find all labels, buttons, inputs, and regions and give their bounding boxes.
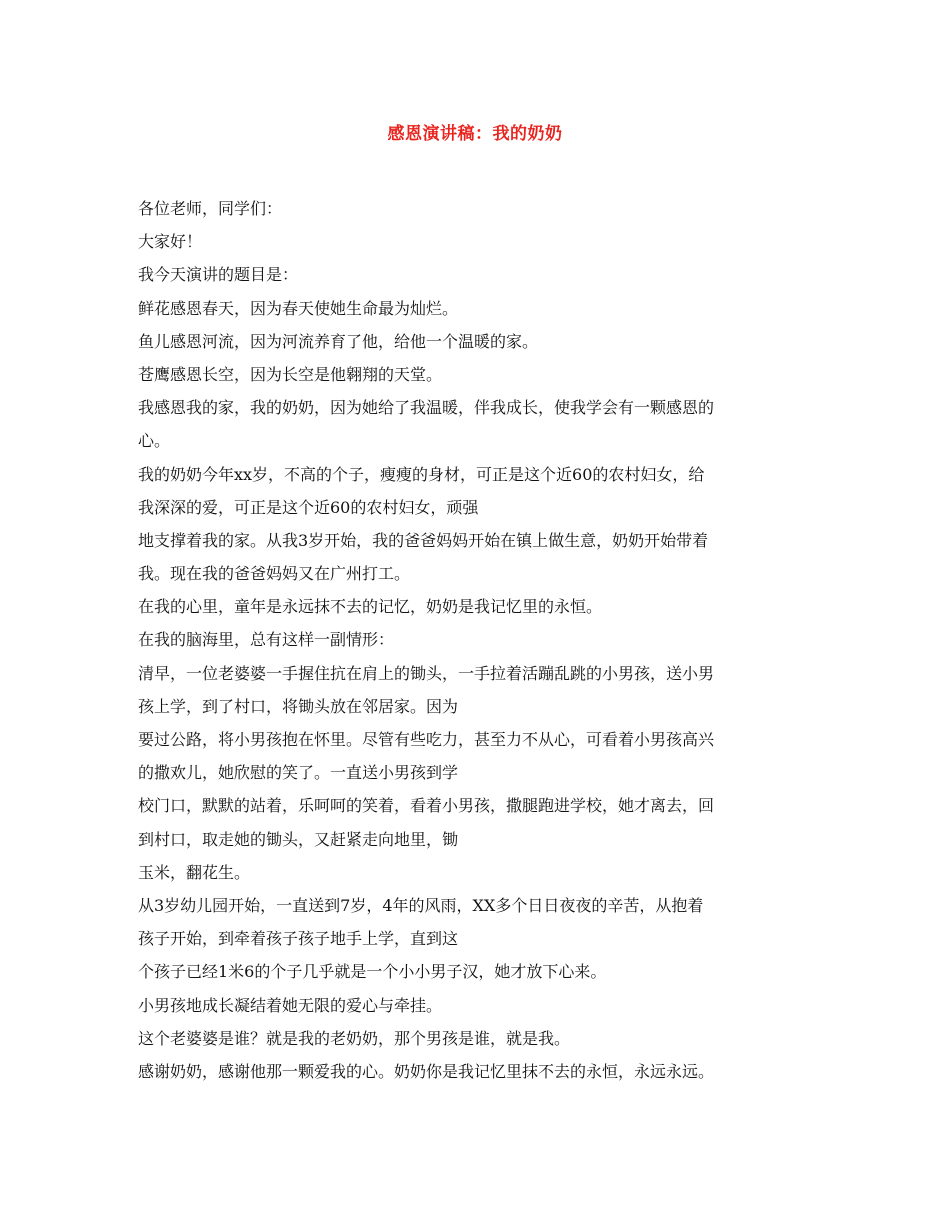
paragraph-line: 地支撑着我的家。从我3岁开始，我的爸爸妈妈开始在镇上做生意，奶奶开始带着 [138, 530, 709, 550]
paragraph-line: 个孩子已经1米6的个子几乎就是一个小小男子汉，她才放下心来。 [138, 962, 607, 982]
paragraph-line: 在我的心里，童年是永远抹不去的记忆，奶奶是我记忆里的永恒。 [138, 597, 603, 617]
paragraph-line: 清早，一位老婆婆一手握住抗在肩上的锄头，一手拉着活蹦乱跳的小男孩，送小男 [138, 663, 715, 683]
paragraph-line: 我今天演讲的题目是： [138, 265, 299, 285]
paragraph-line: 我。现在我的爸爸妈妈又在广州打工。 [138, 564, 411, 584]
paragraph-line: 在我的脑海里，总有这样一副情形： [138, 630, 395, 650]
paragraph-line: 我感恩我的家，我的奶奶，因为她给了我温暖，伴我成长，使我学会有一颗感恩的 [138, 398, 715, 418]
paragraph-line: 玉米，翻花生。 [138, 862, 251, 882]
paragraph-line: 我深深的爱，可正是这个近60的农村妇女，顽强 [138, 497, 479, 517]
paragraph-line: 这个老婆婆是谁？就是我的老奶奶，那个男孩是谁，就是我。 [138, 1028, 571, 1048]
paragraph-line: 苍鹰感恩长空，因为长空是他翱翔的天堂。 [138, 364, 443, 384]
paragraph-line: 校门口，默默的站着，乐呵呵的笑着，看着小男孩，撒腿跑进学校，她才离去，回 [138, 796, 715, 816]
paragraph-line: 各位老师，同学们： [138, 199, 283, 218]
paragraph-line: 的撒欢儿，她欣慰的笑了。一直送小男孩到学 [138, 763, 459, 783]
paragraph-line: 感谢奶奶，感谢他那一颗爱我的心。奶奶你是我记忆里抹不去的永恒，永远永远。 [138, 1061, 715, 1081]
paragraph-line: 到村口，取走她的锄头，又赶紧走向地里，锄 [138, 829, 459, 849]
paragraph-line: 我的奶奶今年xx岁，不高的个子，瘦瘦的身材，可正是这个近60的农村妇女，给 [138, 464, 705, 484]
paragraph-line: 孩子开始，到牵着孩子孩子地手上学，直到这 [138, 929, 459, 949]
document-body [138, 192, 818, 1088]
document-title: 感恩演讲稿：我的奶奶 [387, 124, 563, 144]
paragraph-line: 孩上学，到了村口，将锄头放在邻居家。因为 [138, 696, 459, 716]
paragraph-line: 小男孩地成长凝结着她无限的爱心与牵挂。 [138, 995, 443, 1015]
paragraph-line: 鲜花感恩春天，因为春天使她生命最为灿烂。 [138, 298, 459, 318]
paragraph-line: 鱼儿感恩河流，因为河流养育了他，给他一个温暖的家。 [138, 331, 539, 351]
paragraph-line: 从3岁幼儿园开始，一直送到7岁，4年的风雨，XX多个日日夜夜的辛苦，从抱着 [138, 895, 704, 915]
paragraph-line: 要过公路，将小男孩抱在怀里。尽管有些吃力，甚至力不从心，可看着小男孩高兴 [138, 730, 715, 749]
paragraph-line: 大家好！ [138, 232, 203, 252]
paragraph-line: 心。 [138, 431, 171, 451]
